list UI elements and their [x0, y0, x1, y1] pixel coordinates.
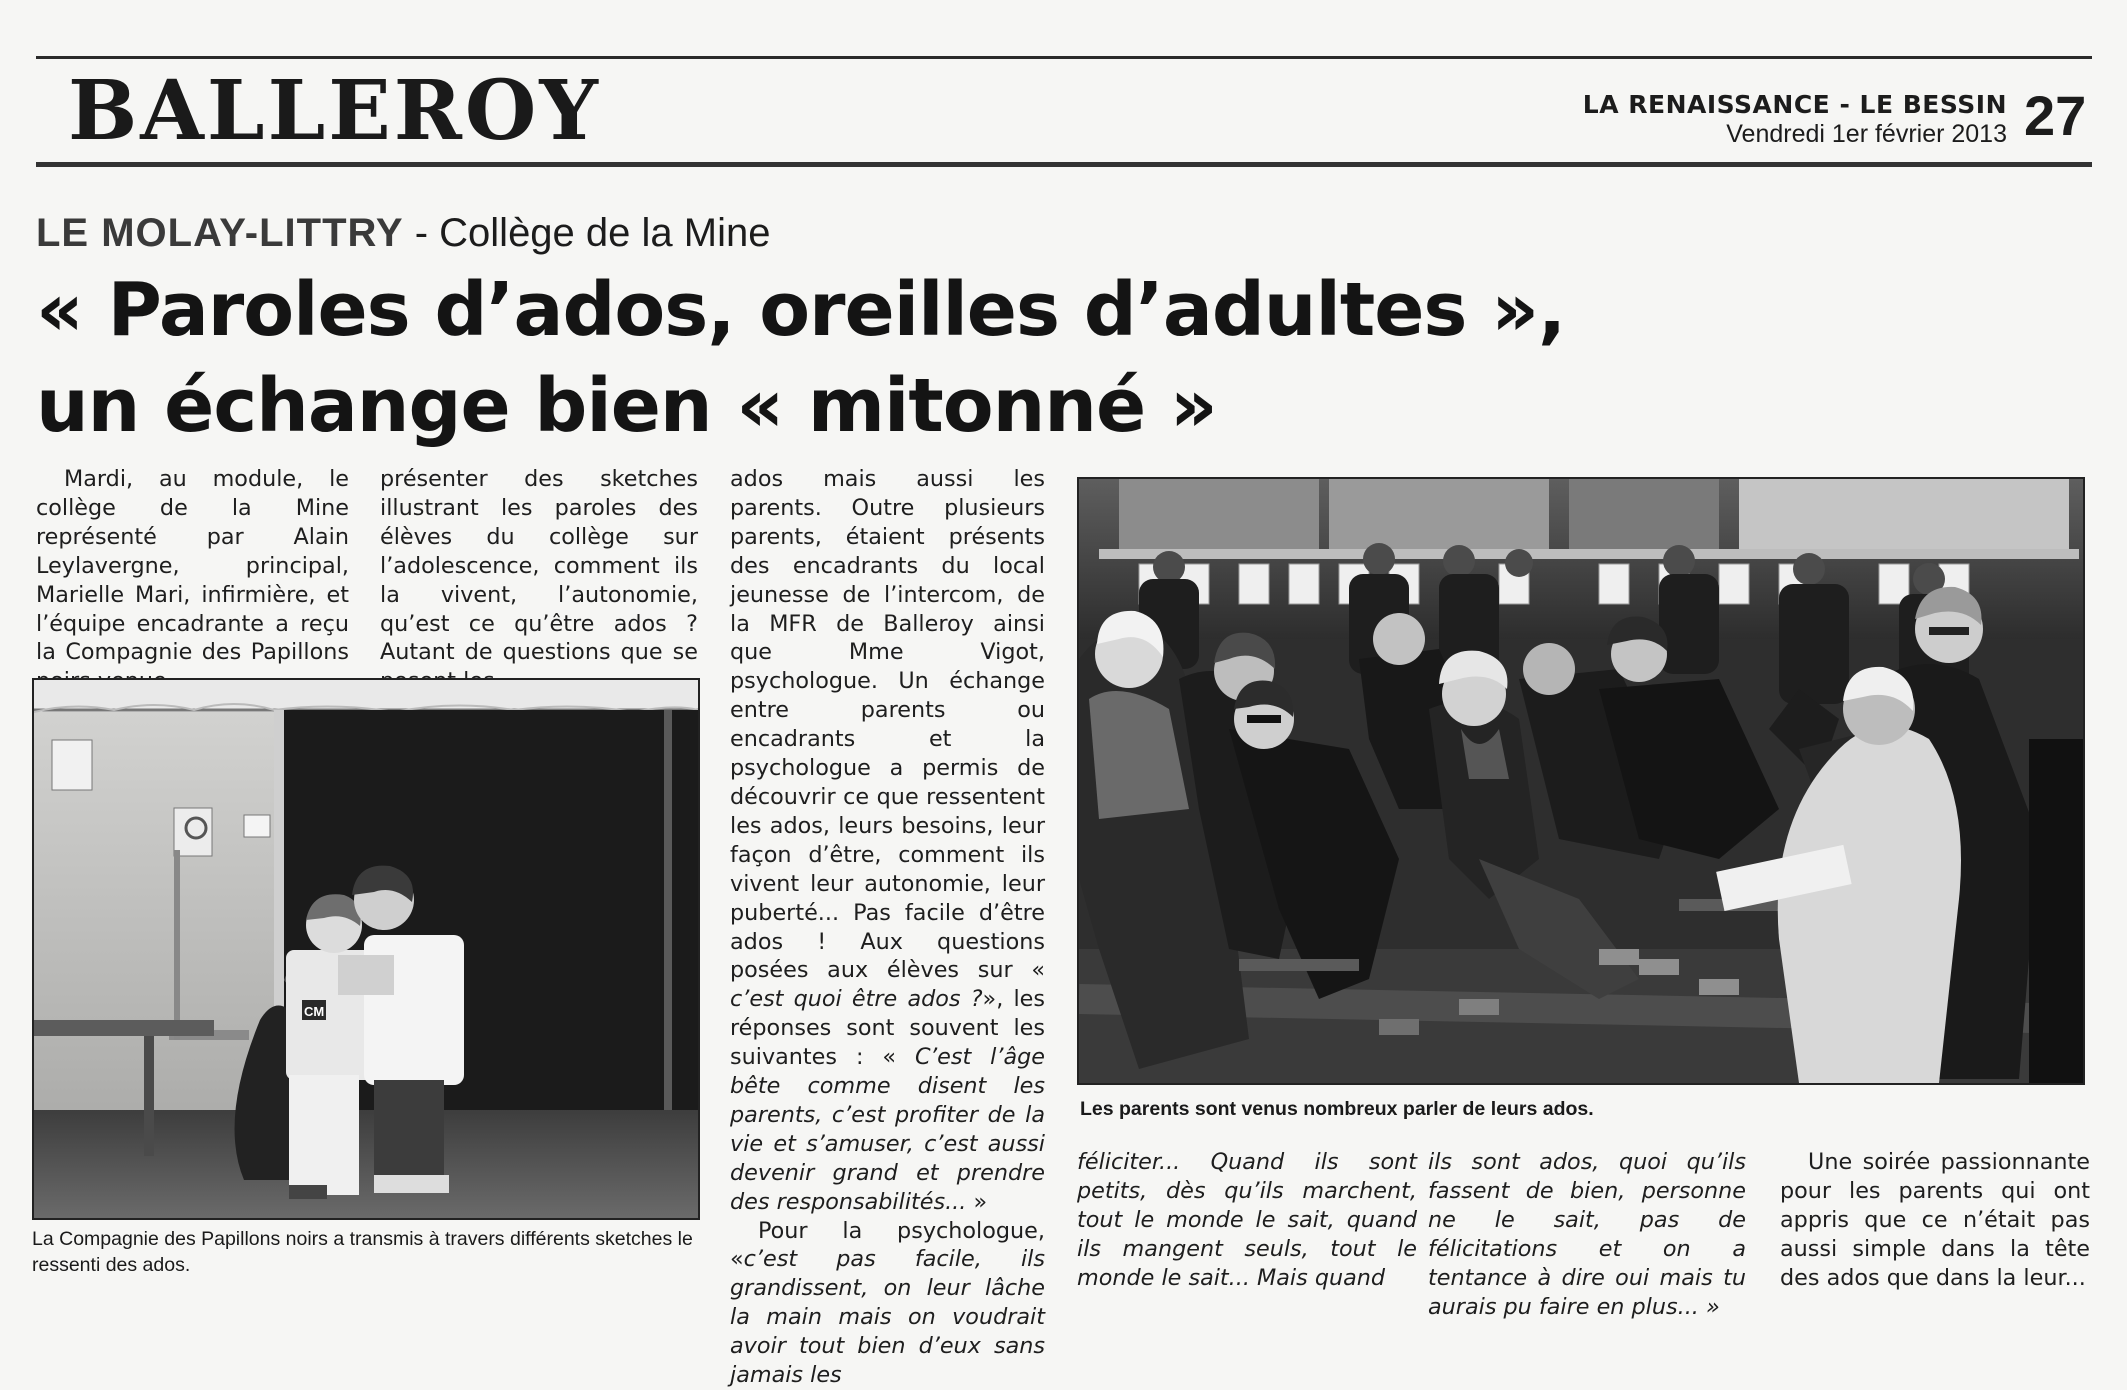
paragraph-psychologist [730, 1217, 1045, 1390]
paragraph-quote-end: ils sont ados, quoi qu’ils fassent de bien, personne ne le sait, pas de félicitations et on a tentance à dire oui mais tu aurais pu faire en plus... » [1428, 1149, 1746, 1320]
top-rule [36, 56, 2092, 59]
kicker-place: LE MOLAY-LITTRY [36, 211, 404, 255]
paragraph-conclusion: Une soirée passionnante pour les parents qui ont appris que ce n’était pas aussi simple dans la tête des ados que dans la leur... [1780, 1149, 2090, 1291]
photo-parents-audience [1077, 477, 2085, 1085]
body-column-7 [1780, 1148, 2090, 1293]
psychologist-intro: Pour la psychologue, « [730, 1217, 1045, 1273]
answer-quote-close: » [973, 1188, 988, 1215]
article-headline [36, 262, 1566, 454]
caption-audience-photo: Les parents sont venus nombreux parler de leurs ados. [1080, 1098, 1594, 1120]
publication-date: Vendredi 1er février 2013 [1726, 120, 2007, 148]
paragraph-intro: Mardi, au module, le collège de la Mine représenté par Alain Leylavergne, principal, Marielle Mari, infirmière, et l’équipe encadrante a reçu la Compagnie des Papillons [36, 466, 349, 666]
paragraph-exchange [730, 465, 1045, 1217]
photo-theatre-troupe [32, 678, 700, 1220]
shirt-logo-text: CM [304, 1004, 325, 1019]
answer-quote: C’est l’âge bête comme disent les parents, c’est profiter de la vie et s’amuser, c’est aussi devenir grand et prendre des responsabilités... [730, 1044, 1045, 1215]
photo-theatre-illustration [34, 680, 698, 1218]
body-column-3 [730, 465, 1045, 1390]
paragraph-exchange-text: ados mais aussi les parents. Outre plusieurs parents, étaient présents des encadrants du local jeunesse de l’intercom, de la MFR de Balleroy ainsi que Mme Vigot, psychologue. Un échange entre parents ou encadrants et la psychologue a permis de découvrir ce que ressentent les ados, leurs besoins, leur façon d’être, comment ils vivent leur autonomie, leur puberté... Pas facile d’être ados ! Aux questions posées aux élèves sur « [730, 466, 1045, 984]
kicker-subject: - Collège de la Mine [403, 211, 771, 255]
question-quote: c’est quoi être ados ? [730, 986, 983, 1013]
headline-line-2: un échange bien « mitonné » [36, 363, 1217, 449]
article-kicker [36, 208, 770, 258]
paragraph-quote-continued: féliciter... Quand ils sont petits, dès qu’ils marchent, tout le monde le sait, quand ils mangent seuls, tout le monde le sait... Mais quand [1077, 1149, 1417, 1291]
body-column-5 [1077, 1148, 1417, 1293]
section-title: BALLEROY [68, 63, 601, 159]
psychologist-quote: c’est pas facile, ils grandissent, on leur lâche la main mais on voudrait avoir tout bien d’eux sans jamais les [730, 1246, 1045, 1389]
publication-name: LA RENAISSANCE - LE BESSIN [1582, 90, 2007, 119]
body-column-1 [36, 465, 349, 696]
headline-line-1: « Paroles d’ados, oreilles d’adultes », [36, 267, 1566, 353]
body-column-6 [1428, 1148, 1746, 1321]
paragraph-sketches: présenter des sketches illustrant les paroles des élèves du collège sur l’adolescence, comment ils la vivent, l’autonomie, qu’est ce qu’être ados ? Autant de questions que se [380, 466, 698, 666]
paragraph-exchange-answers: », les réponses sont souvent les suivantes : « [730, 986, 1045, 1071]
caption-theatre-photo: La Compagnie des Papillons noirs a transmis à travers différents sketches le ressenti des ados. [32, 1228, 693, 1276]
page-number: 27 [2024, 84, 2087, 147]
photo-audience-illustration [1079, 479, 2083, 1083]
header-rule [36, 162, 2092, 167]
body-column-2 [380, 465, 698, 696]
